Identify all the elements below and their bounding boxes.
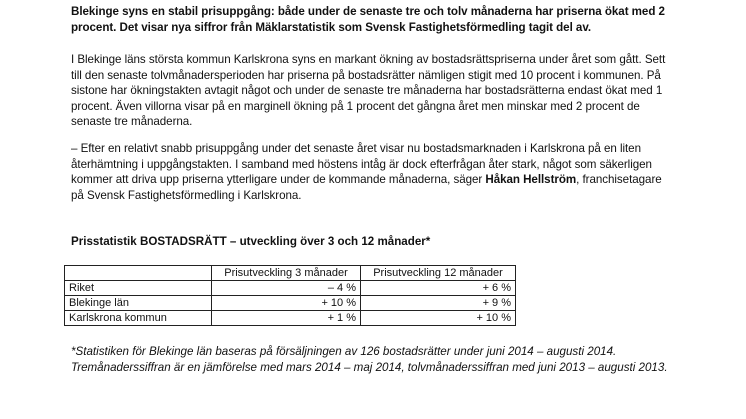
quote-paragraph — [71, 141, 671, 203]
table-row — [65, 296, 516, 311]
row-value-3m: – 4 % — [212, 281, 361, 296]
row-value-12m: + 6 % — [361, 281, 516, 296]
table-header-row — [65, 266, 516, 281]
price-stats-table — [64, 265, 516, 326]
row-value-3m: + 10 % — [212, 296, 361, 311]
quote-tail: , franchisetagare på Svensk Fastighetsförmedling i Karlskrona. — [71, 173, 662, 202]
quote-text: – Efter en relativt snabb prisuppgång under det senaste året visar nu bostadsmarknaden i Karlskrona på en liten återhämtning i uppgångstakten. I samband med höstens intåg är dock efterfrågan åter stark, något som säkerligen kommer att driva upp priserna ytterligare under de kommande månaderna, säger — [71, 142, 652, 187]
table-row — [65, 281, 516, 296]
table-header-3-months: Prisutveckling 3 månader — [212, 266, 361, 281]
body-paragraph-1: I Blekinge läns största kommun Karlskrona syns en markant ökning av bostadsrättspriserna under året som gått. Sett till den senaste tolvmånadersperioden har priserna på bostadsrätter nämligen stigit med 10 procent i kommunen. På sistone har ökningstakten avtagit något och under de senaste tre månaderna har bostadsrätterna endast ökat med 1 procent. Även villorna visar på en marginell ökning på 1 procent det gångna året men minskar med 2 procent de senaste tre månaderna. — [71, 53, 666, 129]
table-header-12-months: Prisutveckling 12 månader — [361, 266, 516, 281]
row-value-3m: + 1 % — [212, 311, 361, 326]
speaker-name: Håkan Hellström — [485, 173, 577, 187]
lead-paragraph: Blekinge syns en stabil prisuppgång: både under de senaste tre och tolv månaderna har priserna ökat med 2 procent. Det visar nya siffror från Mäklarstatistik som Svensk Fastighetsförmedling tagit del av. — [71, 5, 665, 34]
stats-heading: Prisstatistik BOSTADSRÄTT – utveckling över 3 och 12 månader* — [71, 235, 431, 248]
row-label: Blekinge län — [65, 296, 212, 311]
row-label: Riket — [65, 281, 212, 296]
row-value-12m: + 10 % — [361, 311, 516, 326]
table-header-empty — [65, 266, 212, 281]
footnote: *Statistiken för Blekinge län baseras på försäljningen av 126 bostadsrätter under juni 2014 – augusti 2014. Tremånaderssiffran är en jämförelse med mars 2014 – maj 2014, tolvmånaderssiffran med juni 2013 – augusti 2013. — [71, 345, 668, 374]
table-row — [65, 311, 516, 326]
row-value-12m: + 9 % — [361, 296, 516, 311]
row-label: Karlskrona kommun — [65, 311, 212, 326]
